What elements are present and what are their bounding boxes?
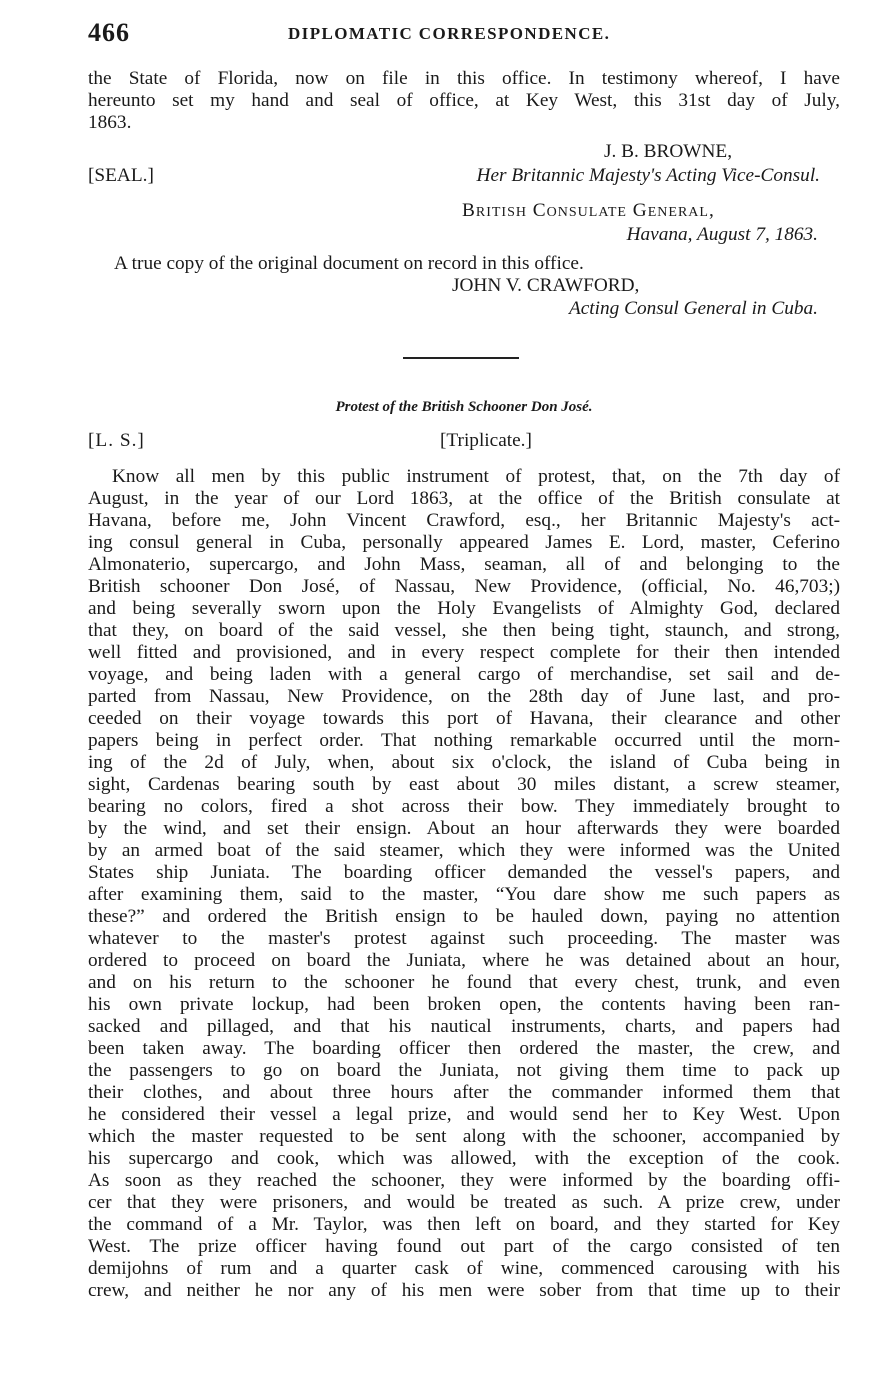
protest-line: which the master requested to be sent along with the schooner, accompanied by <box>88 1126 840 1147</box>
protest-line: Almonaterio, supercargo, and John Mass, seaman, all of and belonging to the <box>88 554 840 575</box>
protest-line: and being severally sworn upon the Holy Evangelists of Almighty God, declared <box>88 598 840 619</box>
consul-title: Acting Consul General in Cuba. <box>568 298 818 319</box>
protest-line: crew, and neither he nor any of his men were sober from that time up to their <box>88 1280 840 1301</box>
ls-mark: [L. S.] <box>88 430 145 451</box>
protest-line: that they, on board of the said vessel, she then being tight, staunch, and strong, <box>88 620 840 641</box>
protest-line: cer that they were prisoners, and would be treated as such. A prize crew, under <box>88 1192 840 1213</box>
protest-line: after examining them, said to the master, “You dare show me such papers as <box>88 884 840 905</box>
protest-line: papers being in perfect order. That nothing remarkable occurred until the morn- <box>88 730 840 751</box>
protest-line: these?” and ordered the British ensign to be hauled down, paying no attention <box>88 906 840 927</box>
protest-line: Know all men by this public instrument of protest, that, on the 7th day of <box>112 466 840 487</box>
protest-line: his own private lockup, had been broken open, the contents having been ran- <box>88 994 840 1015</box>
protest-line: parted from Nassau, New Providence, on the 28th day of June last, and pro- <box>88 686 840 707</box>
seal-mark: [SEAL.] <box>88 165 154 186</box>
protest-line: bearing no colors, fired a shot across their bow. They immediately brought to <box>88 796 840 817</box>
consul-name: JOHN V. CRAWFORD, <box>452 275 640 296</box>
protest-line: West. The prize officer having found out part of the cargo consisted of ten <box>88 1236 840 1257</box>
protest-line: ing of the 2d of July, when, about six o'clock, the island of Cuba being in <box>88 752 840 773</box>
protest-line: and on his return to the schooner he found that every chest, trunk, and even <box>88 972 840 993</box>
protest-line: demijohns of rum and a quarter cask of wine, commenced carousing with his <box>88 1258 840 1279</box>
protest-line: sight, Cardenas bearing south by east about 30 miles distant, a screw steamer, <box>88 774 840 795</box>
page-header <box>88 18 840 52</box>
protest-line: their clothes, and about three hours after the commander informed them that <box>88 1082 840 1103</box>
protest-line: ing consul general in Cuba, personally appeared James E. Lord, master, Ceferino <box>88 532 840 553</box>
protest-line: by an armed boat of the said steamer, which they were informed was the United <box>88 840 840 861</box>
protest-line: sacked and pillaged, and that his nautical instruments, charts, and papers had <box>88 1016 840 1037</box>
cert-line: hereunto set my hand and seal of office, at Key West, this 31st day of July, <box>88 90 840 111</box>
protest-line: by the wind, and set their ensign. About an hour afterwards they were boarded <box>88 818 840 839</box>
consulate-heading: British Consulate General, <box>462 200 715 221</box>
protest-line: States ship Juniata. The boarding officer demanded the vessel's papers, and <box>88 862 840 883</box>
triplicate-mark: [Triplicate.] <box>440 430 532 451</box>
place-date: Havana, August 7, 1863. <box>626 224 818 245</box>
protest-line: been taken away. The boarding officer then ordered the master, the crew, and <box>88 1038 840 1059</box>
protest-line: August, in the year of our Lord 1863, at the office of the British consulate at <box>88 488 840 509</box>
signer-title: Her Britannic Majesty's Acting Vice-Consul. <box>476 165 820 186</box>
running-title: DIPLOMATIC CORRESPONDENCE. <box>288 24 611 43</box>
true-copy-line: A true copy of the original document on record in this office. <box>114 253 584 274</box>
protest-line: Havana, before me, John Vincent Crawford, esq., her Britannic Majesty's act- <box>88 510 840 531</box>
protest-line: ceeded on their voyage towards this port of Havana, their clearance and other <box>88 708 840 729</box>
protest-line: well fitted and provisioned, and in every respect complete for their then intended <box>88 642 840 663</box>
signer-name: J. B. BROWNE, <box>604 141 733 162</box>
protest-line: his supercargo and cook, which was allowed, with the exception of the cook. <box>88 1148 840 1169</box>
protest-line: the command of a Mr. Taylor, was then left on board, and they started for Key <box>88 1214 840 1235</box>
page-number: 466 <box>88 18 130 47</box>
protest-line: British schooner Don José, of Nassau, New Providence, (official, No. 46,703;) <box>88 576 840 597</box>
protest-line: As soon as they reached the schooner, they were informed by the boarding offi- <box>88 1170 840 1191</box>
protest-line: whatever to the master's protest against such proceeding. The master was <box>88 928 840 949</box>
cert-line: 1863. <box>88 112 132 133</box>
protest-title: Protest of the British Schooner Don José. <box>335 399 593 415</box>
protest-line: the passengers to go on board the Juniata, not giving them time to pack up <box>88 1060 840 1081</box>
section-divider <box>403 357 519 359</box>
protest-line: voyage, and being laden with a general cargo of merchandise, set sail and de- <box>88 664 840 685</box>
protest-line: ordered to proceed on board the Juniata, where he was detained about an hour, <box>88 950 840 971</box>
protest-line: he considered their vessel a legal prize, and would send her to Key West. Upon <box>88 1104 840 1125</box>
cert-line: the State of Florida, now on file in this office. In testimony whereof, I have <box>88 68 840 89</box>
